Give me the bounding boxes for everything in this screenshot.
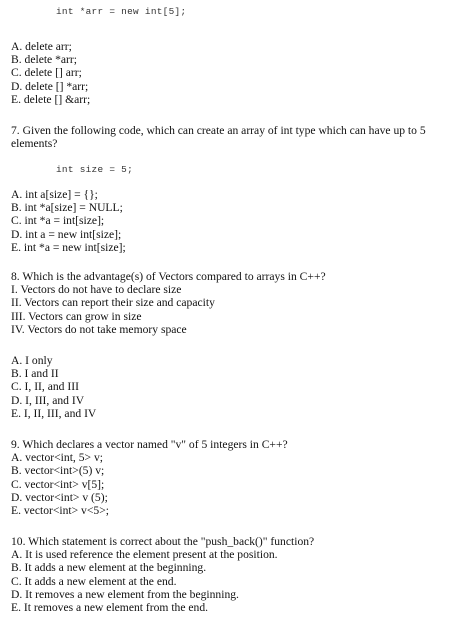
option-c: C. vector<int> v[5]; bbox=[11, 477, 105, 491]
option-e: E. delete [] &arr; bbox=[11, 92, 91, 106]
option-e: E. int *a = new int[size]; bbox=[11, 240, 126, 254]
option-d: D. vector<int> v (5); bbox=[11, 490, 108, 504]
option-a: A. I only bbox=[11, 354, 53, 367]
statement-ii: II. Vectors can report their size and capacity bbox=[11, 296, 215, 310]
question-10-text: 10. Which statement is correct about the "push_back()" function? bbox=[11, 535, 315, 548]
question-8-options bbox=[11, 354, 443, 420]
option-e: E. I, II, III, and IV bbox=[11, 406, 97, 420]
option-d: D. It removes a new element from the beginning. bbox=[11, 587, 239, 601]
question-8 bbox=[11, 270, 443, 336]
option-e: E. vector<int> v<5>; bbox=[11, 503, 109, 517]
question-7-text: 7. Given the following code, which can create an array of int type which can have up to 5 elements? bbox=[11, 124, 426, 150]
option-d: D. delete [] *arr; bbox=[11, 79, 89, 93]
question-7-options bbox=[11, 188, 443, 254]
statement-iii: III. Vectors can grow in size bbox=[11, 309, 142, 323]
option-d: D. I, III, and IV bbox=[11, 393, 85, 407]
option-b: B. I and II bbox=[11, 367, 59, 381]
option-a: A. int a[size] = {}; bbox=[11, 188, 98, 201]
option-e: E. It removes a new element from the end. bbox=[11, 600, 209, 614]
option-a: A. delete arr; bbox=[11, 40, 72, 53]
question-6-options bbox=[11, 40, 443, 106]
statement-i: I. Vectors do not have to declare size bbox=[11, 283, 182, 297]
option-b: B. vector<int>(5) v; bbox=[11, 464, 105, 478]
option-c: C. int *a = int[size]; bbox=[11, 214, 105, 228]
option-b: B. int *a[size] = NULL; bbox=[11, 201, 123, 215]
option-d: D. int a = new int[size]; bbox=[11, 227, 122, 241]
statement-iv: IV. Vectors do not take memory space bbox=[11, 322, 187, 336]
question-9-text: 9. Which declares a vector named "v" of 5 integers in C++? bbox=[11, 438, 288, 451]
option-b: B. It adds a new element at the beginning. bbox=[11, 561, 207, 575]
option-b: B. delete *arr; bbox=[11, 53, 77, 67]
option-c: C. I, II, and III bbox=[11, 380, 79, 394]
question-10 bbox=[11, 535, 443, 614]
code-snippet-size: int size = 5; bbox=[56, 164, 134, 175]
code-snippet-array: int *arr = new int[5]; bbox=[56, 6, 187, 17]
option-c: C. delete [] arr; bbox=[11, 66, 82, 80]
option-c: C. It adds a new element at the end. bbox=[11, 574, 177, 588]
question-8-text: 8. Which is the advantage(s) of Vectors compared to arrays in C++? bbox=[11, 270, 326, 283]
question-9 bbox=[11, 438, 443, 517]
option-a: A. It is used reference the element present at the position. bbox=[11, 548, 278, 562]
option-a: A. vector<int, 5> v; bbox=[11, 451, 103, 465]
